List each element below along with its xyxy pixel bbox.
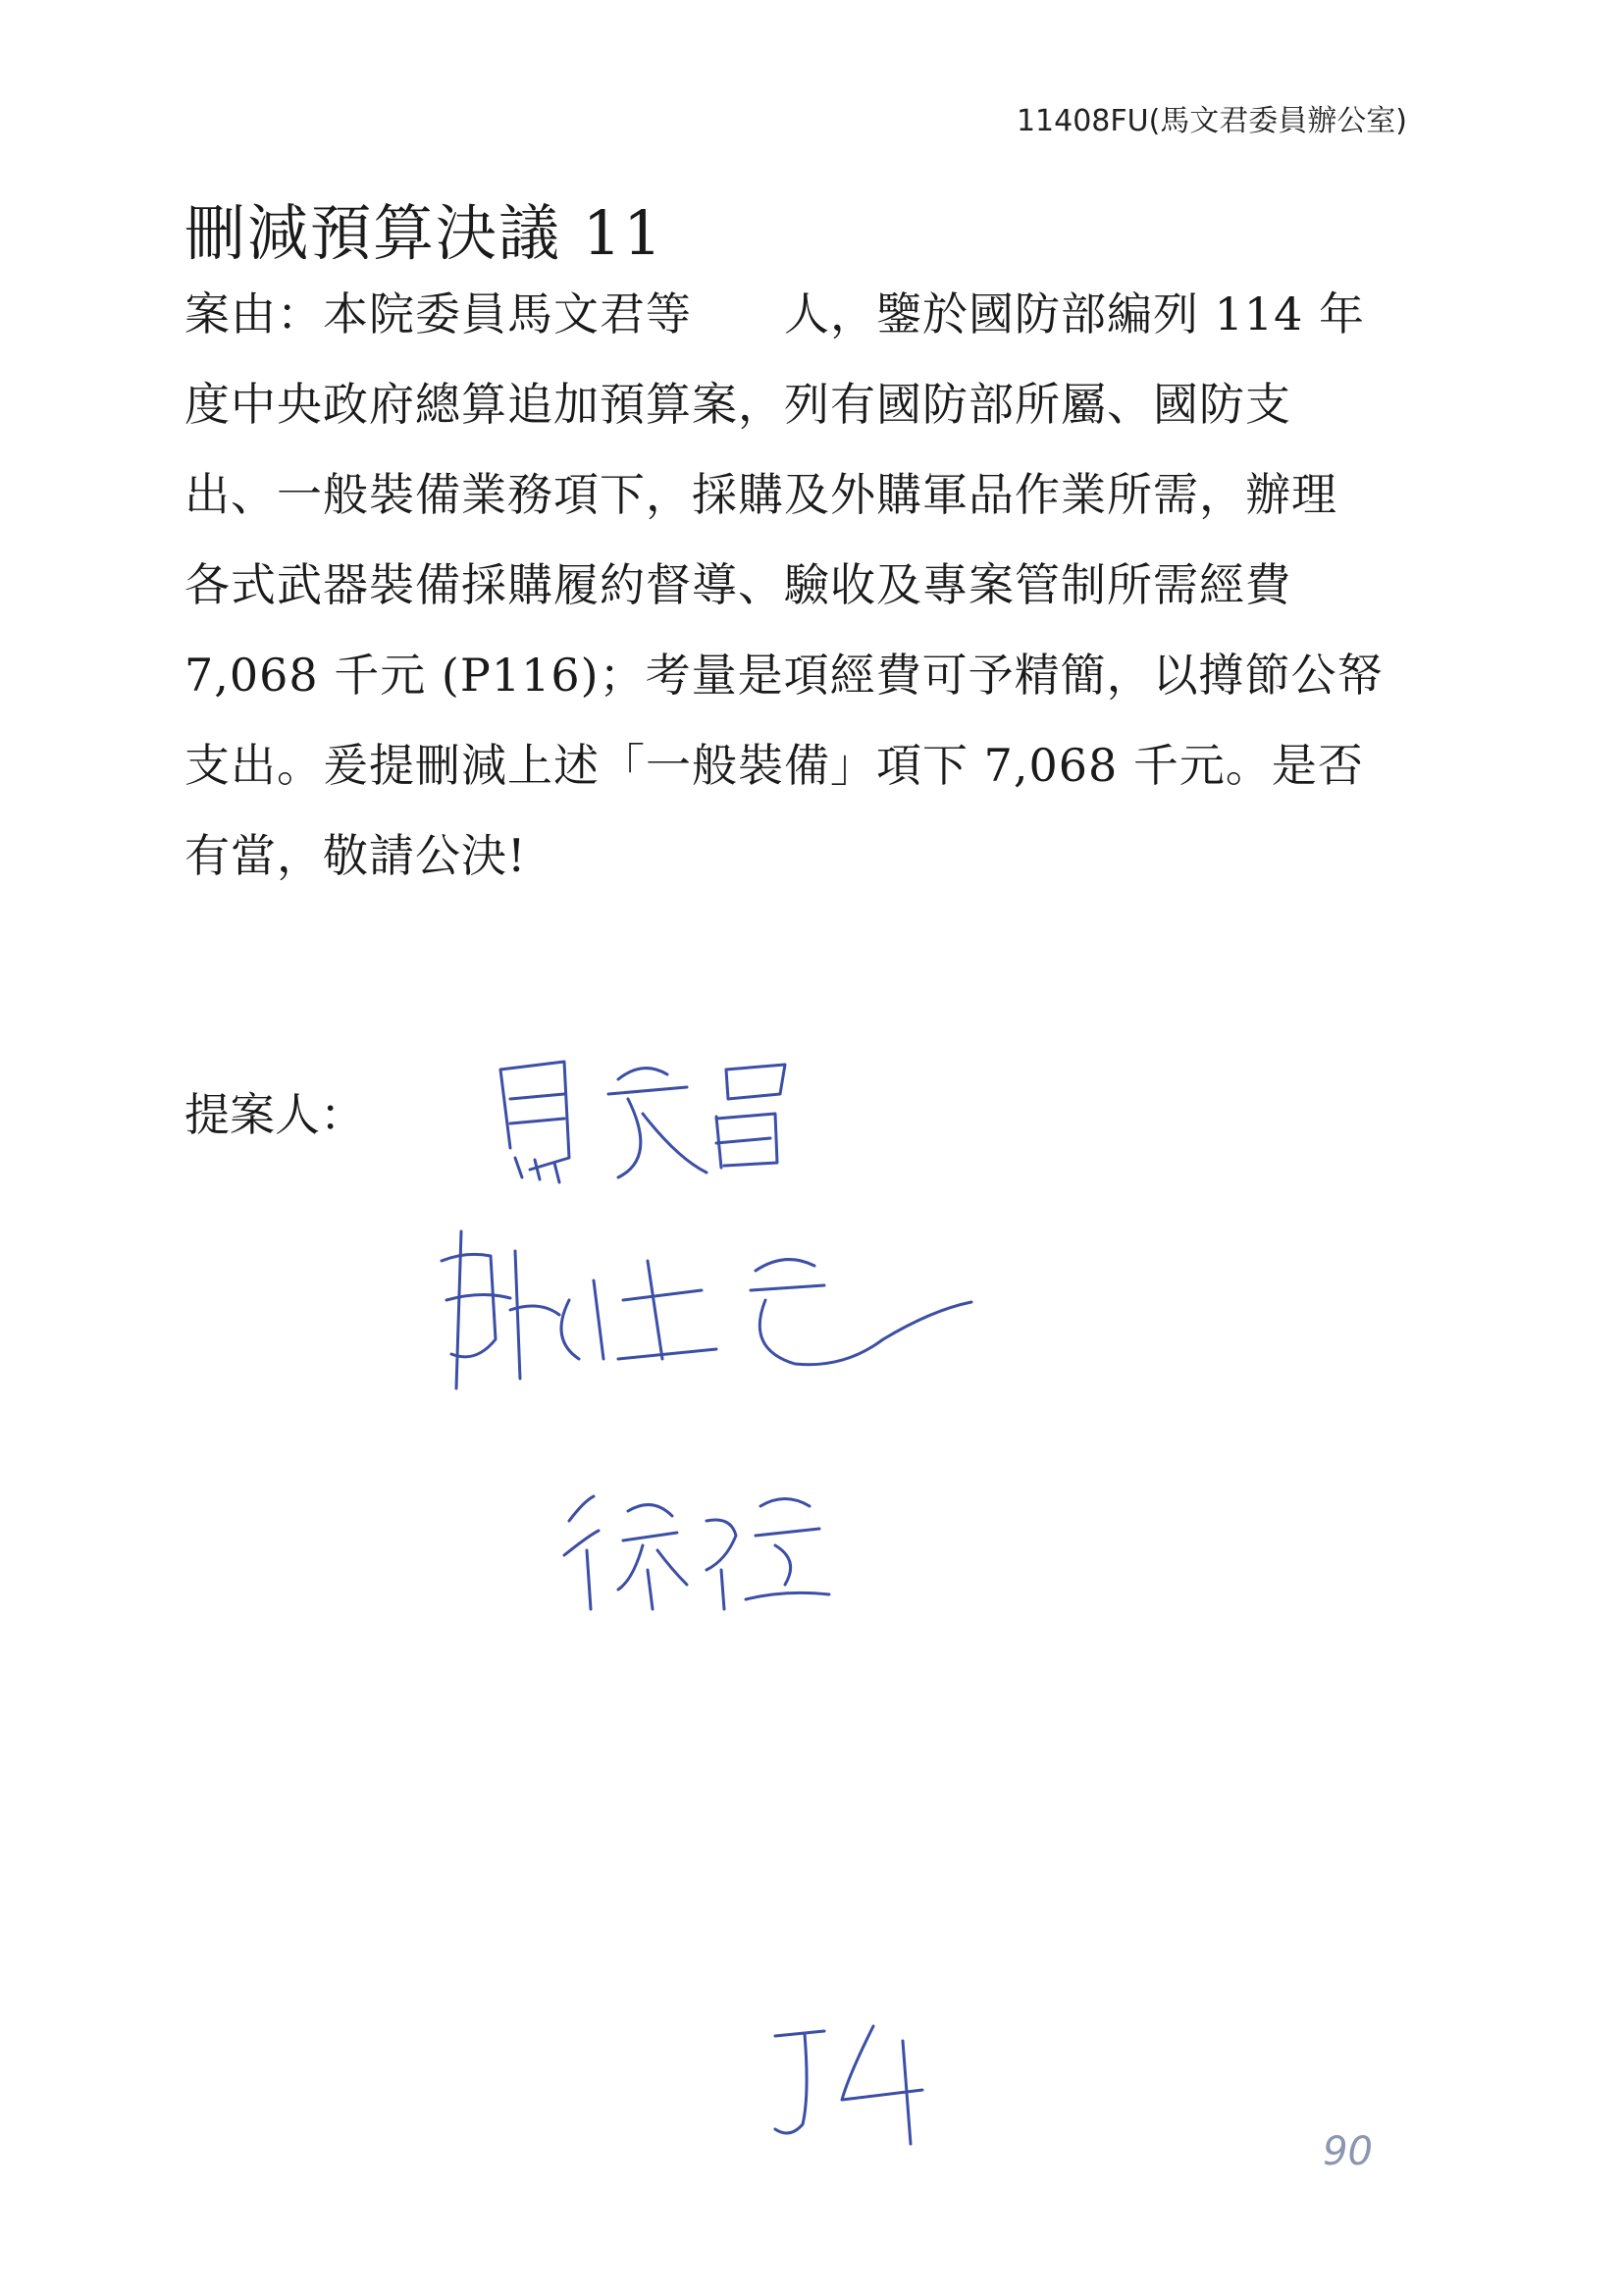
initials-mark: [756, 2007, 952, 2154]
document-title: 刪減預算決議 11: [184, 197, 664, 269]
body-line: 支出。爰提刪減上述「一般裝備」項下 7,068 千元。是否: [184, 739, 1364, 792]
body-line: 度中央政府總算追加預算案，列有國防部所屬、國防支: [184, 378, 1291, 431]
signature-1: [471, 1040, 805, 1197]
signature-3: [550, 1462, 844, 1619]
document-code: 11408FU(馬文君委員辦公室): [1016, 104, 1407, 138]
body-line: 7,068 千元 (P116)；考量是項經費可予精簡，以撙節公帑: [184, 649, 1384, 702]
page-number-mark: 90: [1323, 2129, 1373, 2174]
signature-2: [422, 1192, 981, 1418]
body-line: 各式武器裝備採購履約督導、驗收及專案管制所需經費: [184, 558, 1291, 611]
motion-body: [184, 287, 1450, 918]
body-line: 出、一般裝備業務項下，採購及外購軍品作業所需，辦理: [184, 468, 1337, 521]
proposer-label: 提案人：: [184, 1088, 365, 1141]
body-line: 有當，敬請公決!: [184, 829, 527, 882]
body-line: 案由：本院委員馬文君等 人，鑒於國防部編列 114 年: [184, 287, 1366, 340]
